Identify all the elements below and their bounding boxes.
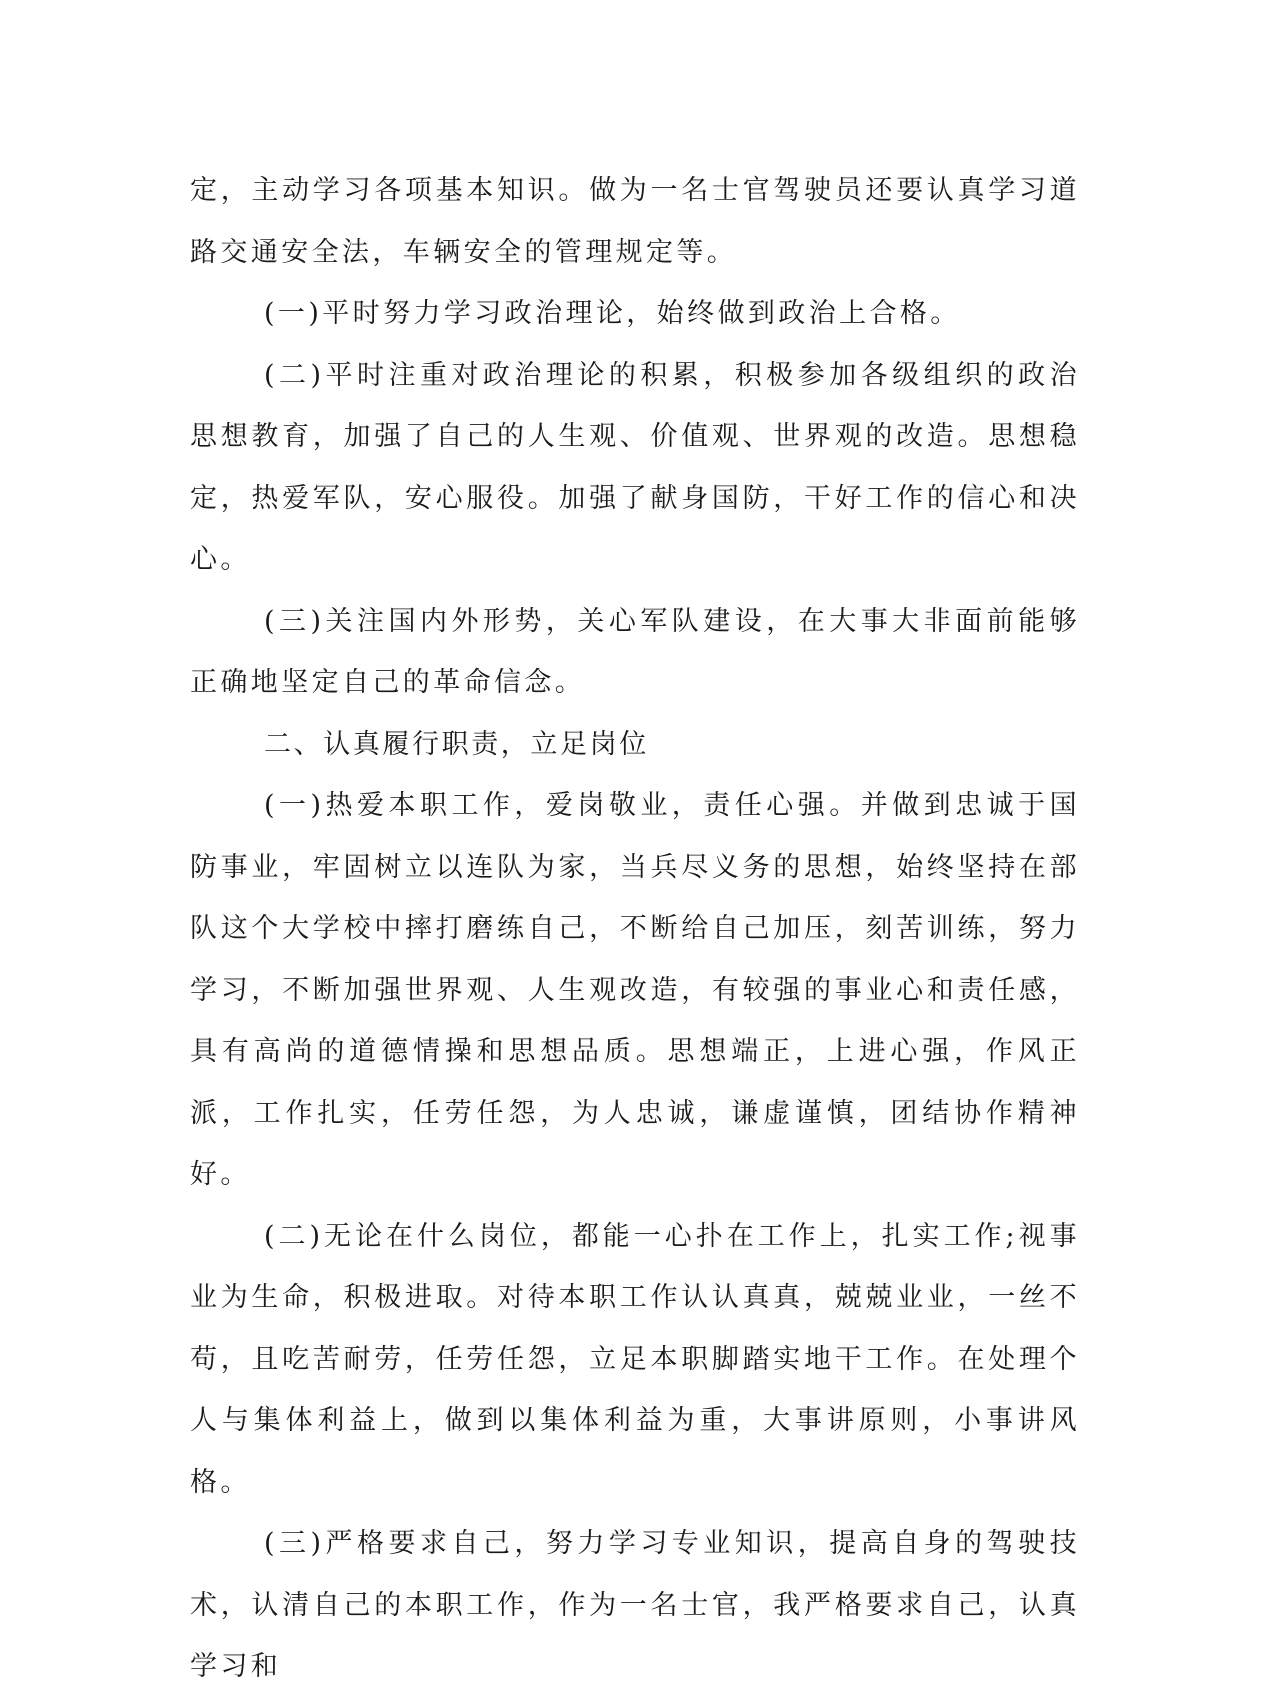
paragraph-item-2: (二)平时注重对政治理论的积累，积极参加各级组织的政治思想教育，加强了自己的人生观、价值观、世界观的改造。思想稳定，热爱军队，安心服役。加强了献身国防，干好工作的信心和决心。 xyxy=(190,359,1080,575)
paragraph-section2-item-2: (二)无论在什么岗位，都能一心扑在工作上，扎实工作;视事业为生命，积极进取。对待本职工作认认真真，兢兢业业，一丝不苟，且吃苦耐劳，任劳任怨，立足本职脚踏实地干工作。在处理个人与集体利益上，做到以集体利益为重，大事讲原则，小事讲风格。 xyxy=(190,1220,1080,1498)
paragraph-section2-item-3: (三)严格要求自己，努力学习专业知识，提高自身的驾驶技术，认清自己的本职工作，作为一名士官，我严格要求自己，认真学习和 xyxy=(190,1528,1080,1682)
section-heading-2: 二、认真履行职责，立足岗位 xyxy=(264,728,649,760)
paragraph-item-1: (一)平时努力学习政治理论，始终做到政治上合格。 xyxy=(264,298,961,329)
document-body xyxy=(190,160,1080,1698)
paragraph-continued: 定，主动学习各项基本知识。做为一名士官驾驶员还要认真学习道路交通安全法，车辆安全的管理规定等。 xyxy=(190,175,1080,268)
paragraph-section2-item-1: (一)热爱本职工作，爱岗敬业，责任心强。并做到忠诚于国防事业，牢固树立以连队为家，当兵尽义务的思想，始终坚持在部队这个大学校中摔打磨练自己，不断给自己加压，刻苦训练，努力学习，不断加强世界观、人生观改造，有较强的事业心和责任感，具有高尚的道德情操和思想品质。思想端正，上进心强，作风正派，工作扎实，任劳任怨，为人忠诚，谦虚谨慎，团结协作精神好。 xyxy=(190,790,1080,1190)
paragraph-item-3: (三)关注国内外形势，关心军队建设，在大事大非面前能够正确地坚定自己的革命信念。 xyxy=(190,605,1080,698)
